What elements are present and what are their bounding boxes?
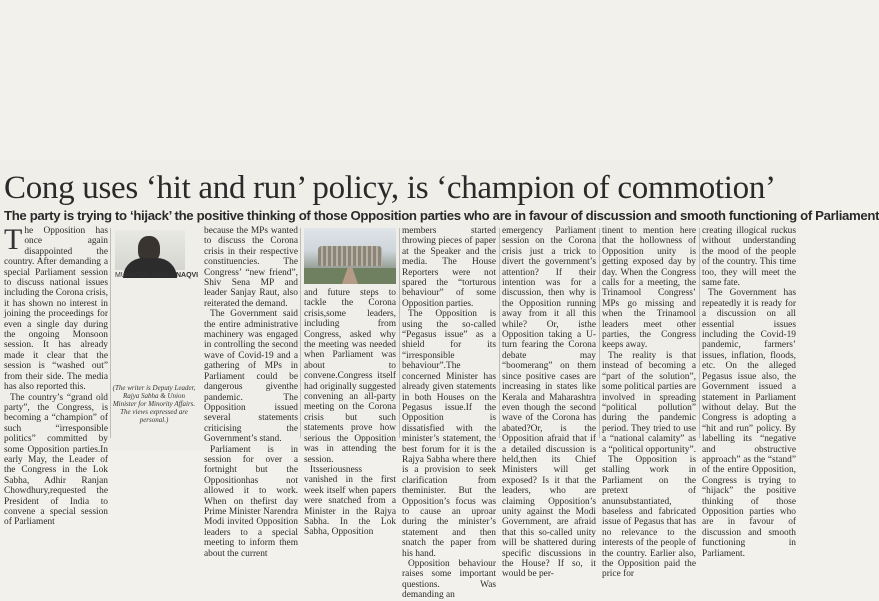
deck-subheadline: The party is trying to ‘hijack’ the positive thinking of those Opposition parties who are in favour of discussion and smooth functioning of Parliament — [4, 208, 879, 223]
column-2 — [204, 226, 298, 559]
headline: Cong uses ‘hit and run’ policy, is ‘champion of commotion’ — [4, 170, 776, 206]
paragraph: The Opposition is using the so-called “Pegasus issue” as a shield for its “irresponsible behaviour”.The concerned Minister has already given statements in both Houses on the Pegasus issue.If the Opposition is dissatisfied with the minister’s statement, the best forum for it is the Rajya Sabha where there is a provision to seek clarification from theminister. But the Opposition’s focus was to cause an uproar during the minister’s statement and then snatch the paper from his hand. — [402, 309, 496, 559]
column-3 — [304, 288, 396, 538]
column-6 — [602, 226, 696, 580]
column-1 — [4, 223, 108, 528]
paragraph: The Government said the entire administrative machinery was engaged in controlling the second wave of Covid-19 and a gathering of MPs in Parliament could be dangerous giventhe pandemic. The Opposition issued several statements criticising the Government’s stand. — [204, 309, 298, 445]
parliament-photo — [304, 228, 396, 284]
column-divider — [599, 228, 600, 438]
column-divider — [399, 228, 400, 438]
column-5 — [502, 226, 596, 580]
paragraph: Parliament is in session for over a fortnight but the Oppositionhas not allowed it to work. When on thefirst day Prime Minister Narendra Modi invited Opposition leaders to a special meeting to inform them about the current — [204, 444, 298, 559]
paragraph: creating illogical ruckus without understanding the mood of the people of the country. This time too, they will meet the same fate. — [702, 226, 796, 289]
paragraph: The Opposition is stalling work in Parliament on the pretext of anunsubstantiated, baseless and fabricated issue of Pegasus that has no relevance to the interests of the people of the country. Earlier also, the Opposition paid the price for — [602, 454, 696, 580]
author-note: (The writer is Deputy Leader, Rajya Sabha & Union Minister for Minority Affairs. The views expressed are personal.) — [112, 384, 196, 424]
author-photo — [115, 230, 185, 270]
paragraph: tinent to mention here that the hollowness of Opposition unity is getting exposed day by day. When the Congress calls for a meeting, the Trinamool Congress’ MPs go missing and when the Trinamool leaders meet other parties, the Congress keeps away. — [602, 226, 696, 351]
paragraph: The country’s “grand old party”, the Congress, is becoming a “champion” of such “irresponsible politics” committed by some Opposition parties.In early May, the Leader of the Congress in the Lok Sabha, Adhir Ranjan Chowdhury,requested the President of India to convene a special session of Parliament — [4, 392, 108, 528]
byline: MUKHTAR ABBAS NAQVI — [115, 272, 199, 279]
paragraph: Opposition behaviour raises some important questions. Was demanding an — [402, 559, 496, 601]
column-7 — [702, 226, 796, 559]
paragraph: emergency Parliament session on the Corona crisis just a trick to divert the government’s attention? If their intention was for a discussion, then why is the Opposition running away from it all this while? Or, isthe Opposition taking a U-turn fearing the Corona debate may “boomerang” on them since positive cases are increasing in states like Kerala and Maharashtra even though the second wave of the Corona has abated?Or, is the Opposition afraid that if a detailed discussion is held,then its Chief Ministers will get exposed? Is it that the leaders, who are claiming Opposition’s unity against the Modi Government, are afraid that this so-called unity will be shattered during specific discussions in the House? If so, it would be per- — [502, 226, 596, 580]
column-divider — [300, 228, 301, 438]
paragraph: members started throwing pieces of paper at the Speaker and the media. The House Reporters were not spared the “torturous behaviour” of some Opposition parties. — [402, 226, 496, 309]
paragraph: The Opposition has once again disappointed the country. After demanding a special Parliament session to discuss national issues including the Corona crisis, it has shown no interest in joining the proceedings for even a single day during the ongoing Monsoon session. It has already made it clear that the session is “washed out” from their side. The media has also reported this. — [4, 223, 108, 393]
paragraph: Itsseriousness vanished in the first week itself when papers were snatched from a Minister in the Rajya Sabha. In the Lok Sabha, Opposition — [304, 464, 396, 538]
column-4 — [402, 226, 496, 601]
column-divider — [499, 228, 500, 438]
paragraph: The Government has repeatedly it is ready for a discussion on all essential issues including the Covid-19 pandemic, farmers’ issues, inflation, floods, etc. On the alleged Pegasus issue also, the Government issued a statement in Parliament without delay. But the Congress is adopting a “hit and run” policy. By labelling its “negative and obstructive approach” as the “stand” of the entire Opposition, Congress is trying to “hijack” the positive thinking of those Opposition parties who are in favour of discussion and smooth functioning in Parliament. — [702, 288, 796, 559]
paragraph: The reality is that instead of becoming a “part of the solution”, some political parties are involved in spreading “political pollution” during the pandemic period. They tried to use a “national calamity” as a “political opportunity”. — [602, 350, 696, 455]
paragraph: because the MPs wanted to discuss the Corona crisis in their respective constituencies. The Congress’ “new friend”, Shiv Sena MP and leader Sanjay Raut, also reiterated the demand. — [204, 226, 298, 309]
column-divider — [110, 228, 111, 438]
paragraph: and future steps to tackle the Corona crisis,some leaders, including from Congress, asked why the meeting was needed when Parliament was about to convene.Congress itself had originally suggested convening an all-party meeting on the Corona crisis but such statements prove how serious the Opposition was in attending the session. — [304, 288, 396, 465]
column-divider — [699, 228, 700, 438]
drop-cap: T — [4, 223, 23, 256]
